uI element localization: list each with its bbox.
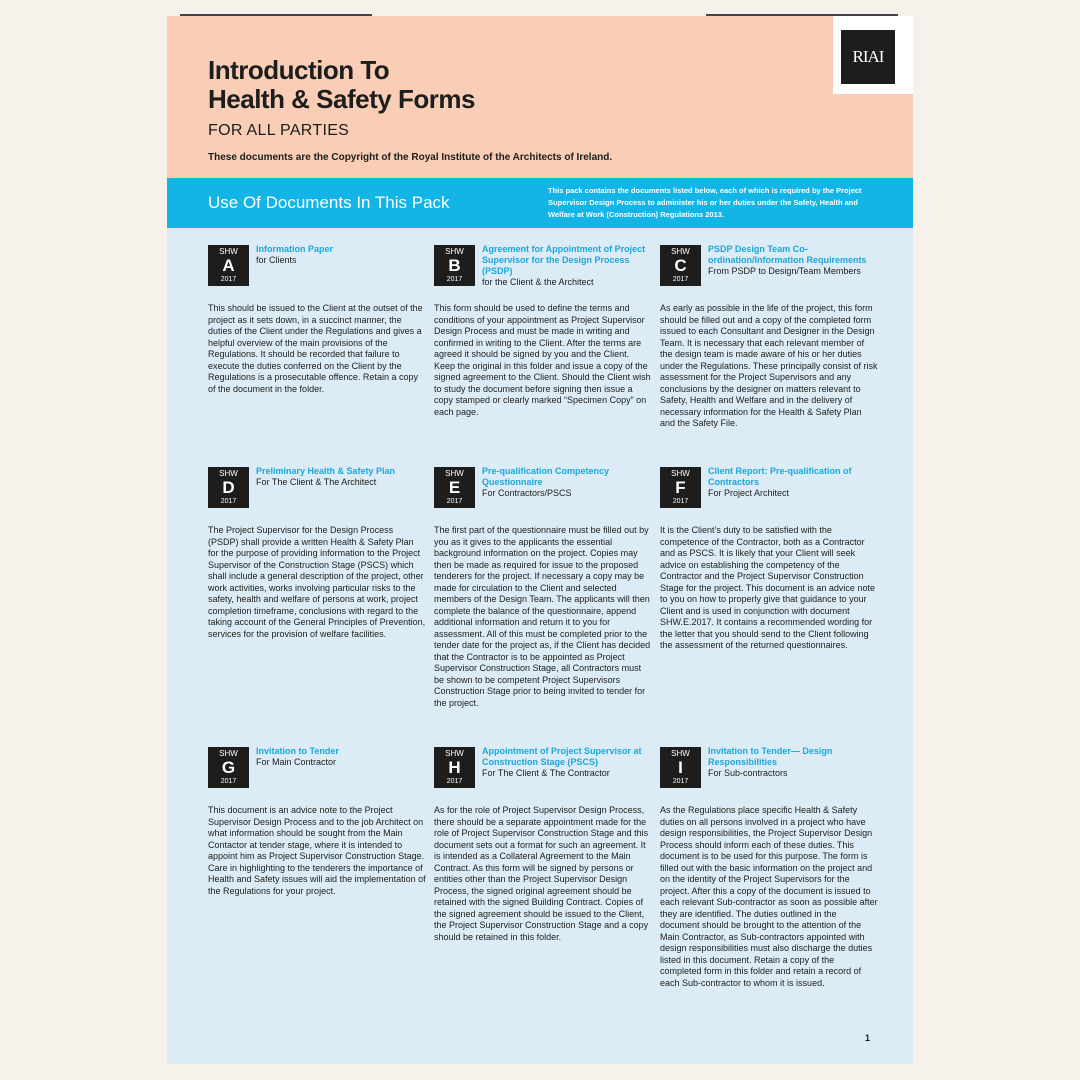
document-title: Preliminary Health & Safety Plan xyxy=(256,466,396,476)
document-title: Invitation to Tender— Design Responsibilities xyxy=(708,746,833,767)
document-audience: For Project Architect xyxy=(708,488,790,498)
document-description: This document is an advice note to the Project Supervisor Design Process and to the job Architect on what information should be sought from the Main Contactor at tender stage, where it is intended to appoint him as Project Supervisor Construction Stage. Care in highlighting to the tenderers the importance of Health and Safety issues will aid the implementation of the Regulations for your project. xyxy=(208,805,426,896)
document-description: This form should be used to define the terms and conditions of your appointment as Project Supervisor Design Process and must be made in writing and confirmed in writing to the Client. After the terms are agreed it should be signed by you and the Client. Keep the original in this folder and issue a copy of the signed agreement to the Client. Should the Client wish to study the document before signing then issue a copy stamped or clearly marked “Specimen Copy” on each page. xyxy=(434,303,651,417)
document-code-badge: SHW B 2017 xyxy=(434,245,475,286)
riai-logo xyxy=(833,16,913,94)
document-title: Client Report: Pre-qualification of Contractors xyxy=(708,466,852,487)
document-page xyxy=(167,16,913,1064)
document-code-badge: SHW F 2017 xyxy=(660,467,701,508)
document-description: The first part of the questionnaire must be filled out by you as it gives to the applicants the essential background information on the project. Copies may then be made as required for issue to the proposed tenderers for the project. If necessary a copy may be made for circulation to the Client and selected members of the Design Team. The applicants will then complete the balance of the questionnaire, append additional information and return it to you for assessment. All of this must be completed prior to the tender date for the project as, if the Client has decided that the Contractor is to be appointed as Project Supervisor Construction Stage, all Contractors must be shown to be competent Project Supervisors Construction Stage prior to being invited to tender for the project. xyxy=(434,525,651,708)
document-code-badge: SHW G 2017 xyxy=(208,747,249,788)
document-title: Appointment of Project Supervisor at Construction Stage (PSCS) xyxy=(482,746,642,767)
document-description: This should be issued to the Client at the outset of the project as it sets down, in a succinct manner, the duties of the Client under the Regulations and gives a helpful overview of the main provisions of the Regulations. It should be recorded that failure to execute the duties conferred on the Client by the Regulations is a prosecutable offence. Retain a copy of the document in the folder. xyxy=(208,303,423,394)
document-audience: For Sub-contractors xyxy=(708,768,788,778)
document-audience: For Main Contractor xyxy=(256,757,337,767)
document-code-badge: SHW H 2017 xyxy=(434,747,475,788)
document-description: As the Regulations place specific Health & Safety duties on all persons involved in a project who have design responsibilities, the Project Supervisor Design Process should inform each of these duties. This document is to be used for this purpose. The form is filled out with the basic information on the project and on the identity of the Project Supervisors for the project. After this a copy of the document is issued to each relevant Sub-contractor as soon as possible after they are identified. The duties outlined in the document should be brought to the attention of the Main Contractor, as Sub-contractors appointed with design responsibilities must also discharge the duties listed in this document. Retain a copy of the completed form in this folder and retain a record of each Sub-contractor to whom it is issued. xyxy=(660,805,878,988)
document-title: Agreement for Appointment of Project Supervisor for the Design Process (PSDP) xyxy=(482,244,646,276)
document-description: As early as possible in the life of the project, this form should be filled out and a copy of the completed form issued to each Consultant and Designer in the Design Team. It is necessary that each relevant member of the design team is made aware of his or her duties under the Regulations. These principally consist of risk assessment for the Project Supervisors and any conclusions by the designer on matters relevant to Safety, Health and Welfare and in the delivery of necessary information for the Health & Safety Plan and the Safety File. xyxy=(660,303,878,428)
document-title: Pre-qualification Competency Questionnaire xyxy=(482,466,610,487)
document-audience: for the Client & the Architect xyxy=(482,277,594,287)
page-number: 1 xyxy=(864,1033,870,1043)
document-audience: For Contractors/PSCS xyxy=(482,488,572,498)
section-band xyxy=(167,178,913,228)
title-line-1: Introduction To xyxy=(208,55,390,85)
title-line-2: Health & Safety Forms xyxy=(208,84,475,114)
document-audience: From PSDP to Design/Team Members xyxy=(708,266,861,276)
document-code-badge: SHW A 2017 xyxy=(208,245,249,286)
page-title xyxy=(208,56,475,114)
document-code-badge: SHW I 2017 xyxy=(660,747,701,788)
document-description: The Project Supervisor for the Design Process (PSDP) shall provide a written Health & Safety Plan for the purpose of providing information to the Project Supervisor of the Construction Stage (PSCS) which shall include a general description of the project, other work activities, works involving particular risks to the safety, health and welfare of persons at work, project completion timeframe, conclusions with regard to the taking account of the General Principles of Prevention, services for the provision of welfare facilities. xyxy=(208,525,426,639)
riai-logo-mark: RIAI xyxy=(841,30,895,84)
document-code-badge: SHW D 2017 xyxy=(208,467,249,508)
header-section xyxy=(167,16,913,178)
document-title: Invitation to Tender xyxy=(256,746,339,756)
document-description: As for the role of Project Supervisor Design Process, there should be a separate appointment made for the role of Project Supervisor Construction Stage and this document sets out a format for such an agreement. It is intended as a Collateral Agreement to the Main Contract. As this form will be signed by persons or entities other than the Project Supervisor Design Process, the signed original agreement should be retained with the signed Building Contract. Copies of the signed agreement should be issued to the Client, the Project Supervisor Construction Stage and a copy should be retained in this folder. xyxy=(434,805,649,942)
section-note: This pack contains the documents listed below, each of which is required by the Project Supervisor Design Process to administer his or her duties under the Safety, Health and Welfare at Work (Construction) Regulations 2013. xyxy=(548,186,862,219)
page-subtitle: FOR ALL PARTIES xyxy=(208,122,350,139)
document-code-badge: SHW C 2017 xyxy=(660,245,701,286)
section-title: Use Of Documents In This Pack xyxy=(208,193,450,212)
copyright-notice: These documents are the Copyright of the Royal Institute of the Architects of Ireland. xyxy=(208,152,613,163)
document-code-badge: SHW E 2017 xyxy=(434,467,475,508)
document-audience: for Clients xyxy=(256,255,297,265)
document-description: It is the Client’s duty to be satisfied with the competence of the Contractor, both as a Contractor and as PSCS. It is likely that your Client will seek advice on establishing the competency of the Contractor and the Project Supervisor Construction Stage for the project. This document is an advice note to you on how to properly give that guidance to your Client and is used in conjunction with document SHW.E.2017. It contains a recommended wording for the letter that you should send to the Client following the assessment of the returned questionnaires. xyxy=(660,525,875,650)
document-title: PSDP Design Team Co-ordination/Information Requirements xyxy=(708,244,867,265)
document-audience: For The Client & The Contractor xyxy=(482,768,610,778)
document-title: Information Paper xyxy=(256,244,334,254)
document-audience: For The Client & The Architect xyxy=(256,477,377,487)
